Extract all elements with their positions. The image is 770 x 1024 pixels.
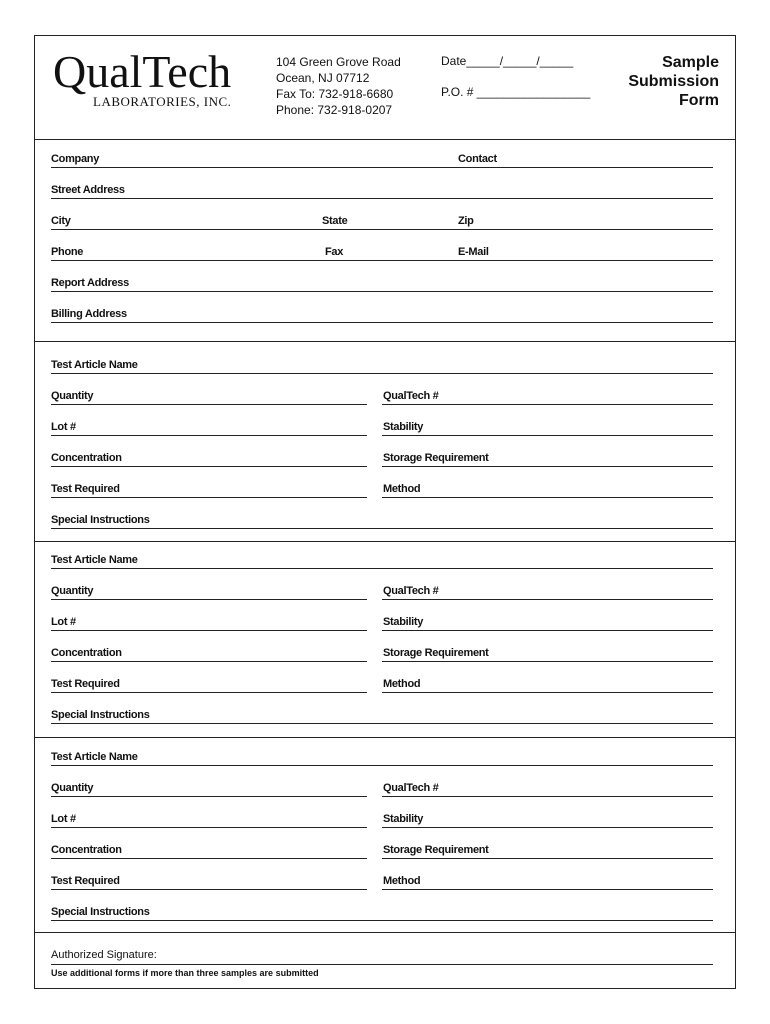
qualtech-number-label: QualTech # bbox=[383, 782, 439, 794]
test-article-name-line[interactable] bbox=[51, 550, 713, 569]
authorized-signature-label: Authorized Signature: bbox=[51, 949, 157, 961]
test-article-name-label: Test Article Name bbox=[51, 554, 138, 566]
city-label: City bbox=[51, 215, 71, 227]
section-divider bbox=[35, 341, 735, 342]
company-address bbox=[276, 54, 401, 118]
stability-label: Stability bbox=[383, 813, 424, 825]
test-article-name-label: Test Article Name bbox=[51, 751, 138, 763]
stability-line[interactable] bbox=[382, 809, 713, 828]
lot-label: Lot # bbox=[51, 421, 76, 433]
concentration-label: Concentration bbox=[51, 452, 122, 464]
submission-form bbox=[34, 35, 736, 989]
special-instructions-label: Special Instructions bbox=[51, 906, 150, 918]
city-field-line[interactable] bbox=[51, 211, 713, 230]
form-title-line: Form bbox=[679, 92, 719, 109]
form-title bbox=[628, 53, 719, 110]
method-line[interactable] bbox=[382, 674, 713, 693]
contact-label: Contact bbox=[458, 153, 497, 165]
street-address-label: Street Address bbox=[51, 184, 125, 196]
special-instructions-line[interactable] bbox=[51, 902, 713, 921]
phone-line: Phone: 732-918-0207 bbox=[276, 103, 393, 117]
stability-line[interactable] bbox=[382, 612, 713, 631]
lot-line[interactable] bbox=[51, 612, 367, 631]
section-divider bbox=[35, 541, 735, 542]
quantity-label: Quantity bbox=[51, 390, 94, 402]
address-line: 104 Green Grove Road bbox=[276, 55, 401, 69]
stability-label: Stability bbox=[383, 421, 424, 433]
method-label: Method bbox=[383, 875, 421, 887]
quantity-label: Quantity bbox=[51, 782, 94, 794]
email-label: E-Mail bbox=[458, 246, 489, 258]
method-label: Method bbox=[383, 483, 421, 495]
concentration-label: Concentration bbox=[51, 844, 122, 856]
stability-line[interactable] bbox=[382, 417, 713, 436]
qualtech-number-label: QualTech # bbox=[383, 585, 439, 597]
storage-requirement-label: Storage Requirement bbox=[383, 452, 489, 464]
stability-label: Stability bbox=[383, 616, 424, 628]
billing-address-field-line[interactable] bbox=[51, 304, 713, 323]
lot-label: Lot # bbox=[51, 616, 76, 628]
state-label: State bbox=[322, 215, 348, 227]
address-line: Ocean, NJ 07712 bbox=[276, 71, 370, 85]
phone-field-line[interactable] bbox=[51, 242, 713, 261]
company-logo: QualTech bbox=[53, 46, 232, 97]
quantity-line[interactable] bbox=[51, 386, 367, 405]
storage-requirement-label: Storage Requirement bbox=[383, 647, 489, 659]
test-article-name-label: Test Article Name bbox=[51, 359, 138, 371]
concentration-label: Concentration bbox=[51, 647, 122, 659]
test-required-label: Test Required bbox=[51, 678, 120, 690]
qualtech-number-label: QualTech # bbox=[383, 390, 439, 402]
fax-line: Fax To: 732-918-6680 bbox=[276, 87, 394, 101]
company-label: Company bbox=[51, 153, 100, 165]
quantity-line[interactable] bbox=[51, 581, 367, 600]
company-logo-subtitle: LABORATORIES, INC. bbox=[93, 94, 232, 109]
zip-label: Zip bbox=[458, 215, 474, 227]
method-line[interactable] bbox=[382, 479, 713, 498]
storage-requirement-label: Storage Requirement bbox=[383, 844, 489, 856]
report-address-label: Report Address bbox=[51, 277, 129, 289]
form-title-line: Submission bbox=[628, 73, 719, 90]
section-divider bbox=[35, 737, 735, 738]
special-instructions-label: Special Instructions bbox=[51, 709, 150, 721]
billing-address-label: Billing Address bbox=[51, 308, 127, 320]
method-label: Method bbox=[383, 678, 421, 690]
additional-forms-note: Use additional forms if more than three samples are submitted bbox=[51, 968, 319, 978]
test-article-name-line[interactable] bbox=[51, 355, 713, 374]
fax-label: Fax bbox=[325, 246, 344, 258]
test-article-name-line[interactable] bbox=[51, 747, 713, 766]
method-line[interactable] bbox=[382, 871, 713, 890]
phone-label: Phone bbox=[51, 246, 84, 258]
report-address-field-line[interactable] bbox=[51, 273, 713, 292]
special-instructions-label: Special Instructions bbox=[51, 514, 150, 526]
form-header bbox=[35, 36, 735, 140]
quantity-line[interactable] bbox=[51, 778, 367, 797]
section-divider bbox=[35, 932, 735, 933]
lot-line[interactable] bbox=[51, 809, 367, 828]
lot-line[interactable] bbox=[51, 417, 367, 436]
date-field[interactable]: Date_____/_____/_____ bbox=[441, 54, 574, 68]
quantity-label: Quantity bbox=[51, 585, 94, 597]
company-field-line[interactable] bbox=[51, 149, 713, 168]
lot-label: Lot # bbox=[51, 813, 76, 825]
street-address-field-line[interactable] bbox=[51, 180, 713, 199]
special-instructions-line[interactable] bbox=[51, 510, 713, 529]
po-number-field[interactable]: P.O. # _________________ bbox=[441, 85, 591, 99]
test-required-label: Test Required bbox=[51, 875, 120, 887]
form-title-line: Sample bbox=[662, 54, 719, 71]
special-instructions-line[interactable] bbox=[51, 705, 713, 724]
test-required-label: Test Required bbox=[51, 483, 120, 495]
